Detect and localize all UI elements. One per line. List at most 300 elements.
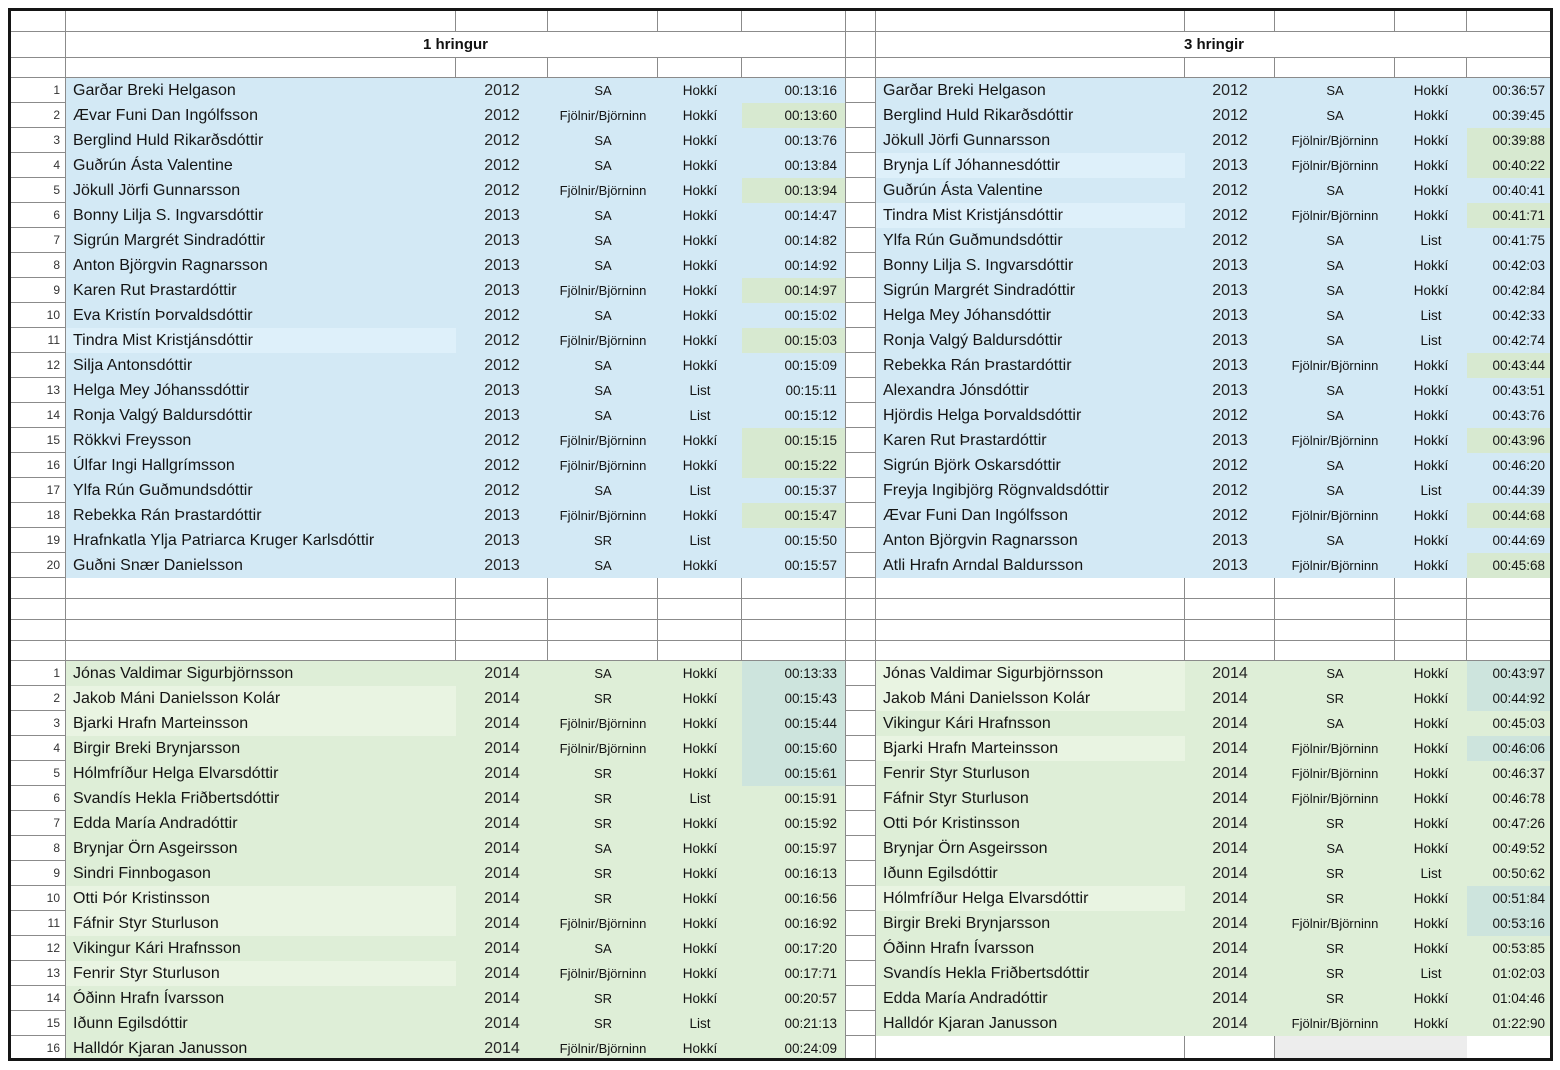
grid-cell[interactable] [846, 936, 876, 961]
grid-cell[interactable] [876, 1036, 1185, 1061]
athlete-name-cell[interactable]: Bjarki Hrafn Marteinsson [876, 736, 1185, 761]
time-cell[interactable]: 00:13:60 [742, 103, 845, 128]
birth-year-cell[interactable]: 2012 [456, 328, 548, 353]
athlete-name-cell[interactable]: Freyja Ingibjörg Rögnvaldsdóttir [876, 478, 1185, 503]
birth-year-cell[interactable]: 2014 [456, 786, 548, 811]
athlete-name-cell[interactable]: Otti Þór Kristinsson [66, 886, 456, 911]
grid-cell[interactable] [846, 453, 876, 478]
grid-cell[interactable] [846, 686, 876, 711]
time-cell[interactable]: 00:16:56 [742, 886, 845, 911]
athlete-name-cell[interactable]: Karen Rut Þrastardóttir [66, 278, 456, 303]
athlete-name-cell[interactable]: Rökkvi Freysson [66, 428, 456, 453]
category-cell[interactable]: Hokkí [658, 153, 742, 178]
athlete-name-cell[interactable]: Eva Kristín Þorvaldsdóttir [66, 303, 456, 328]
birth-year-cell[interactable]: 2012 [1185, 128, 1275, 153]
time-cell[interactable]: 00:15:09 [742, 353, 845, 378]
row-number-cell[interactable]: 16 [46, 1041, 60, 1055]
birth-year-cell[interactable]: 2012 [1185, 228, 1275, 253]
grid-cell[interactable] [846, 103, 876, 128]
athlete-name-cell[interactable]: Guðrún Ásta Valentine [876, 178, 1185, 203]
club-cell[interactable]: Fjölnir/Björninn [1275, 153, 1395, 178]
category-cell[interactable]: Hokkí [1395, 686, 1467, 711]
category-cell[interactable]: Hokkí [1395, 453, 1467, 478]
row-number-cell[interactable]: 4 [53, 741, 60, 755]
row-number-cell[interactable]: 1 [53, 666, 60, 680]
athlete-name-cell[interactable]: Hrafnkatla Ylja Patriarca Kruger Karlsdóttir [66, 528, 456, 553]
grid-cell[interactable] [1467, 641, 1553, 661]
club-cell[interactable]: SA [548, 228, 658, 253]
row-number-cell[interactable]: 2 [53, 108, 60, 122]
time-cell[interactable]: 00:13:94 [742, 178, 845, 203]
time-cell[interactable]: 00:40:41 [1467, 178, 1553, 203]
grid-cell[interactable] [846, 278, 876, 303]
row-number-cell[interactable]: 15 [46, 433, 60, 447]
shaded-empty-cell[interactable] [1275, 1036, 1467, 1061]
athlete-name-cell[interactable]: Hólmfríður Helga Elvarsdóttir [876, 886, 1185, 911]
athlete-name-cell[interactable]: Alexandra Jónsdóttir [876, 378, 1185, 403]
athlete-name-cell[interactable]: Óðinn Hrafn Ívarsson [876, 936, 1185, 961]
birth-year-cell[interactable]: 2014 [1185, 736, 1275, 761]
time-cell[interactable]: 00:39:45 [1467, 103, 1553, 128]
grid-cell[interactable] [658, 578, 742, 599]
club-cell[interactable]: Fjölnir/Björninn [548, 1036, 658, 1061]
grid-cell[interactable] [846, 620, 876, 641]
grid-cell[interactable] [1185, 1036, 1275, 1061]
club-cell[interactable]: SA [1275, 528, 1395, 553]
time-cell[interactable]: 00:40:22 [1467, 153, 1553, 178]
athlete-name-cell[interactable]: Guðni Snær Danielsson [66, 553, 456, 578]
grid-cell[interactable] [846, 911, 876, 936]
row-number-cell[interactable]: 8 [53, 258, 60, 272]
birth-year-cell[interactable]: 2014 [456, 861, 548, 886]
athlete-name-cell[interactable]: Jökull Jörfi Gunnarsson [876, 128, 1185, 153]
birth-year-cell[interactable]: 2014 [1185, 811, 1275, 836]
time-cell[interactable]: 00:42:74 [1467, 328, 1553, 353]
time-cell[interactable]: 00:14:92 [742, 253, 845, 278]
grid-cell[interactable] [1467, 620, 1553, 641]
category-cell[interactable]: List [658, 378, 742, 403]
grid-cell[interactable] [846, 528, 876, 553]
time-cell[interactable]: 00:43:96 [1467, 428, 1553, 453]
athlete-name-cell[interactable]: Helga Mey Jóhansdóttir [876, 303, 1185, 328]
time-cell[interactable]: 00:36:57 [1467, 78, 1553, 103]
athlete-name-cell[interactable]: Fáfnir Styr Sturluson [66, 911, 456, 936]
grid-cell[interactable] [846, 661, 876, 686]
grid-cell[interactable] [846, 428, 876, 453]
birth-year-cell[interactable]: 2013 [1185, 528, 1275, 553]
club-cell[interactable]: SA [548, 478, 658, 503]
category-cell[interactable]: Hokkí [1395, 553, 1467, 578]
grid-cell[interactable] [846, 861, 876, 886]
athlete-name-cell[interactable]: Sigrún Margrét Sindradóttir [876, 278, 1185, 303]
time-cell[interactable]: 00:20:57 [742, 986, 845, 1011]
birth-year-cell[interactable]: 2014 [456, 736, 548, 761]
club-cell[interactable]: SA [548, 128, 658, 153]
birth-year-cell[interactable]: 2012 [1185, 478, 1275, 503]
birth-year-cell[interactable]: 2012 [1185, 78, 1275, 103]
athlete-name-cell[interactable]: Birgir Breki Brynjarsson [876, 911, 1185, 936]
category-cell[interactable]: Hokkí [658, 303, 742, 328]
time-cell[interactable]: 00:47:26 [1467, 811, 1553, 836]
athlete-name-cell[interactable]: Ronja Valgý Baldursdóttir [66, 403, 456, 428]
time-cell[interactable]: 00:15:12 [742, 403, 845, 428]
athlete-name-cell[interactable]: Svandís Hekla Friðbertsdóttir [66, 786, 456, 811]
time-cell[interactable]: 00:15:50 [742, 528, 845, 553]
birth-year-cell[interactable]: 2013 [1185, 253, 1275, 278]
birth-year-cell[interactable]: 2012 [1185, 453, 1275, 478]
row-number-cell[interactable]: 5 [53, 183, 60, 197]
birth-year-cell[interactable]: 2014 [1185, 836, 1275, 861]
grid-cell[interactable] [1185, 578, 1275, 599]
grid-cell[interactable] [846, 986, 876, 1011]
grid-cell[interactable] [548, 599, 658, 620]
section-header-1-hringur[interactable] [66, 32, 846, 58]
grid-cell[interactable] [1185, 8, 1275, 32]
grid-cell[interactable] [846, 886, 876, 911]
category-cell[interactable]: List [1395, 303, 1467, 328]
athlete-name-cell[interactable]: Jakob Máni Danielsson Kolár [66, 686, 456, 711]
athlete-name-cell[interactable]: Edda María Andradóttir [876, 986, 1185, 1011]
club-cell[interactable]: SR [548, 786, 658, 811]
category-cell[interactable]: Hokkí [1395, 78, 1467, 103]
grid-cell[interactable] [548, 8, 658, 32]
row-number-cell[interactable]: 11 [47, 333, 60, 347]
club-cell[interactable]: Fjölnir/Björninn [548, 453, 658, 478]
birth-year-cell[interactable]: 2012 [456, 353, 548, 378]
birth-year-cell[interactable]: 2013 [1185, 328, 1275, 353]
category-cell[interactable]: Hokkí [1395, 253, 1467, 278]
athlete-name-cell[interactable]: Birgir Breki Brynjarsson [66, 736, 456, 761]
grid-cell[interactable] [846, 786, 876, 811]
category-cell[interactable]: Hokkí [658, 203, 742, 228]
category-cell[interactable]: Hokkí [658, 761, 742, 786]
grid-cell[interactable] [1275, 641, 1395, 661]
time-cell[interactable]: 00:15:57 [742, 553, 845, 578]
athlete-name-cell[interactable]: Sigrún Björk Oskarsdóttir [876, 453, 1185, 478]
grid-cell[interactable] [66, 58, 456, 78]
time-cell[interactable]: 00:51:84 [1467, 886, 1553, 911]
athlete-name-cell[interactable]: Vikingur Kári Hrafnsson [876, 711, 1185, 736]
birth-year-cell[interactable]: 2014 [1185, 1011, 1275, 1036]
birth-year-cell[interactable]: 2014 [456, 1011, 548, 1036]
category-cell[interactable]: Hokkí [658, 711, 742, 736]
club-cell[interactable]: SA [1275, 661, 1395, 686]
row-number-cell[interactable]: 6 [53, 791, 60, 805]
row-number-cell[interactable]: 12 [46, 358, 60, 372]
grid-cell[interactable] [846, 32, 876, 58]
birth-year-cell[interactable]: 2012 [456, 303, 548, 328]
club-cell[interactable]: SA [1275, 178, 1395, 203]
category-cell[interactable]: List [1395, 861, 1467, 886]
time-cell[interactable]: 01:04:46 [1467, 986, 1553, 1011]
row-number-cell[interactable]: 3 [53, 133, 60, 147]
grid-cell[interactable] [742, 599, 846, 620]
grid-cell[interactable] [1395, 58, 1467, 78]
category-cell[interactable]: Hokkí [658, 861, 742, 886]
row-number-cell[interactable]: 7 [53, 816, 60, 830]
athlete-name-cell[interactable]: Úlfar Ingi Hallgrímsson [66, 453, 456, 478]
row-number-cell[interactable]: 13 [46, 383, 60, 397]
grid-cell[interactable] [876, 599, 1185, 620]
time-cell[interactable]: 00:13:84 [742, 153, 845, 178]
grid-cell[interactable] [846, 641, 876, 661]
grid-cell[interactable] [846, 503, 876, 528]
athlete-name-cell[interactable]: Sindri Finnbogason [66, 861, 456, 886]
birth-year-cell[interactable]: 2012 [1185, 103, 1275, 128]
club-cell[interactable]: SR [548, 861, 658, 886]
category-cell[interactable]: Hokkí [1395, 986, 1467, 1011]
athlete-name-cell[interactable]: Otti Þór Kristinsson [876, 811, 1185, 836]
grid-cell[interactable] [846, 811, 876, 836]
club-cell[interactable]: Fjölnir/Björninn [548, 428, 658, 453]
time-cell[interactable]: 00:15:02 [742, 303, 845, 328]
time-cell[interactable]: 00:15:15 [742, 428, 845, 453]
time-cell[interactable]: 00:45:68 [1467, 553, 1553, 578]
category-cell[interactable]: List [1395, 478, 1467, 503]
club-cell[interactable]: SR [548, 886, 658, 911]
time-cell[interactable]: 00:43:51 [1467, 378, 1553, 403]
grid-cell[interactable] [846, 353, 876, 378]
birth-year-cell[interactable]: 2013 [1185, 303, 1275, 328]
row-number-cell[interactable]: 15 [46, 1016, 60, 1030]
grid-cell[interactable] [846, 178, 876, 203]
birth-year-cell[interactable]: 2013 [456, 503, 548, 528]
club-cell[interactable]: Fjölnir/Björninn [548, 328, 658, 353]
birth-year-cell[interactable]: 2013 [456, 553, 548, 578]
athlete-name-cell[interactable]: Karen Rut Þrastardóttir [876, 428, 1185, 453]
time-cell[interactable]: 00:15:61 [742, 761, 845, 786]
grid-cell[interactable] [742, 620, 846, 641]
time-cell[interactable]: 00:15:92 [742, 811, 845, 836]
grid-cell[interactable] [876, 58, 1185, 78]
category-cell[interactable]: Hokkí [658, 353, 742, 378]
birth-year-cell[interactable]: 2014 [1185, 961, 1275, 986]
club-cell[interactable]: SA [548, 353, 658, 378]
athlete-name-cell[interactable]: Fáfnir Styr Sturluson [876, 786, 1185, 811]
category-cell[interactable]: Hokkí [1395, 203, 1467, 228]
athlete-name-cell[interactable]: Tindra Mist Kristjánsdóttir [66, 328, 456, 353]
grid-cell[interactable] [1185, 620, 1275, 641]
grid-cell[interactable] [846, 128, 876, 153]
grid-cell[interactable] [846, 478, 876, 503]
grid-cell[interactable] [846, 203, 876, 228]
club-cell[interactable]: SA [548, 661, 658, 686]
birth-year-cell[interactable]: 2013 [456, 228, 548, 253]
time-cell[interactable]: 00:42:84 [1467, 278, 1553, 303]
athlete-name-cell[interactable]: Jökull Jörfi Gunnarsson [66, 178, 456, 203]
grid-cell[interactable] [846, 303, 876, 328]
grid-cell[interactable] [8, 620, 66, 641]
category-cell[interactable]: Hokkí [658, 278, 742, 303]
time-cell[interactable]: 01:22:90 [1467, 1011, 1553, 1036]
time-cell[interactable]: 00:43:44 [1467, 353, 1553, 378]
club-cell[interactable]: SA [1275, 836, 1395, 861]
category-cell[interactable]: Hokkí [658, 453, 742, 478]
birth-year-cell[interactable]: 2013 [1185, 378, 1275, 403]
birth-year-cell[interactable]: 2013 [456, 253, 548, 278]
grid-cell[interactable] [66, 599, 456, 620]
birth-year-cell[interactable]: 2013 [1185, 153, 1275, 178]
birth-year-cell[interactable]: 2013 [456, 378, 548, 403]
birth-year-cell[interactable]: 2013 [456, 278, 548, 303]
athlete-name-cell[interactable]: Bjarki Hrafn Marteinsson [66, 711, 456, 736]
time-cell[interactable]: 00:39:88 [1467, 128, 1553, 153]
time-cell[interactable]: 00:15:03 [742, 328, 845, 353]
birth-year-cell[interactable]: 2012 [1185, 403, 1275, 428]
athlete-name-cell[interactable]: Ronja Valgý Baldursdóttir [876, 328, 1185, 353]
row-number-cell[interactable]: 16 [46, 458, 60, 472]
grid-cell[interactable] [846, 599, 876, 620]
club-cell[interactable]: Fjölnir/Björninn [1275, 428, 1395, 453]
category-cell[interactable]: Hokkí [658, 1036, 742, 1061]
club-cell[interactable]: SA [548, 153, 658, 178]
athlete-name-cell[interactable]: Jakob Máni Danielsson Kolár [876, 686, 1185, 711]
athlete-name-cell[interactable]: Halldór Kjaran Janusson [66, 1036, 456, 1061]
athlete-name-cell[interactable]: Helga Mey Jóhanssdóttir [66, 378, 456, 403]
time-cell[interactable]: 00:13:16 [742, 78, 845, 103]
row-number-cell[interactable]: 13 [46, 966, 60, 980]
birth-year-cell[interactable]: 2013 [456, 203, 548, 228]
grid-cell[interactable] [66, 620, 456, 641]
category-cell[interactable]: Hokkí [1395, 911, 1467, 936]
grid-cell[interactable] [1185, 599, 1275, 620]
row-number-cell[interactable]: 4 [53, 158, 60, 172]
grid-cell[interactable] [846, 8, 876, 32]
athlete-name-cell[interactable]: Svandís Hekla Friðbertsdóttir [876, 961, 1185, 986]
time-cell[interactable]: 00:15:44 [742, 711, 845, 736]
time-cell[interactable]: 00:15:97 [742, 836, 845, 861]
row-number-cell[interactable]: 12 [46, 941, 60, 955]
time-cell[interactable]: 00:46:06 [1467, 736, 1553, 761]
grid-cell[interactable] [846, 403, 876, 428]
grid-cell[interactable] [1395, 8, 1467, 32]
grid-cell[interactable] [658, 599, 742, 620]
athlete-name-cell[interactable]: Óðinn Hrafn Ívarsson [66, 986, 456, 1011]
category-cell[interactable]: Hokkí [658, 178, 742, 203]
grid-cell[interactable] [8, 578, 66, 599]
club-cell[interactable]: Fjölnir/Björninn [1275, 736, 1395, 761]
time-cell[interactable]: 00:44:69 [1467, 528, 1553, 553]
club-cell[interactable]: SR [1275, 686, 1395, 711]
birth-year-cell[interactable]: 2014 [1185, 936, 1275, 961]
time-cell[interactable]: 00:53:16 [1467, 911, 1553, 936]
club-cell[interactable]: SA [1275, 378, 1395, 403]
row-number-cell[interactable]: 14 [46, 408, 60, 422]
category-cell[interactable]: Hokkí [1395, 128, 1467, 153]
grid-cell[interactable] [8, 8, 66, 32]
grid-cell[interactable] [456, 578, 548, 599]
row-number-cell[interactable]: 17 [46, 483, 60, 497]
grid-cell[interactable] [846, 553, 876, 578]
birth-year-cell[interactable]: 2014 [1185, 686, 1275, 711]
category-cell[interactable]: Hokkí [658, 78, 742, 103]
grid-cell[interactable] [456, 641, 548, 661]
birth-year-cell[interactable]: 2014 [1185, 711, 1275, 736]
grid-cell[interactable] [456, 8, 548, 32]
grid-cell[interactable] [1275, 599, 1395, 620]
time-cell[interactable]: 00:41:75 [1467, 228, 1553, 253]
category-cell[interactable]: Hokkí [1395, 1011, 1467, 1036]
row-number-cell[interactable]: 7 [53, 233, 60, 247]
athlete-name-cell[interactable]: Edda María Andradóttir [66, 811, 456, 836]
birth-year-cell[interactable]: 2014 [456, 811, 548, 836]
grid-cell[interactable] [1185, 641, 1275, 661]
athlete-name-cell[interactable]: Hjördis Helga Þorvaldsdóttir [876, 403, 1185, 428]
category-cell[interactable]: Hokkí [1395, 836, 1467, 861]
time-cell[interactable]: 00:42:03 [1467, 253, 1553, 278]
athlete-name-cell[interactable]: Vikingur Kári Hrafnsson [66, 936, 456, 961]
grid-cell[interactable] [846, 711, 876, 736]
athlete-name-cell[interactable]: Brynjar Örn Asgeirsson [66, 836, 456, 861]
club-cell[interactable]: Fjölnir/Björninn [548, 961, 658, 986]
category-cell[interactable]: List [1395, 228, 1467, 253]
club-cell[interactable]: SA [548, 836, 658, 861]
club-cell[interactable]: Fjölnir/Björninn [1275, 353, 1395, 378]
category-cell[interactable]: Hokkí [1395, 528, 1467, 553]
category-cell[interactable]: List [658, 528, 742, 553]
club-cell[interactable]: SR [548, 686, 658, 711]
grid-cell[interactable] [456, 620, 548, 641]
birth-year-cell[interactable]: 2014 [456, 961, 548, 986]
athlete-name-cell[interactable]: Sigrún Margrét Sindradóttir [66, 228, 456, 253]
grid-cell[interactable] [548, 620, 658, 641]
grid-cell[interactable] [876, 620, 1185, 641]
grid-cell[interactable] [8, 599, 66, 620]
birth-year-cell[interactable]: 2014 [1185, 886, 1275, 911]
grid-cell[interactable] [846, 1036, 876, 1061]
athlete-name-cell[interactable]: Ævar Funi Dan Ingólfsson [66, 103, 456, 128]
category-cell[interactable]: Hokkí [1395, 736, 1467, 761]
grid-cell[interactable] [66, 641, 456, 661]
grid-cell[interactable] [456, 599, 548, 620]
time-cell[interactable]: 00:14:47 [742, 203, 845, 228]
row-number-cell[interactable]: 2 [53, 691, 60, 705]
club-cell[interactable]: Fjölnir/Björninn [548, 103, 658, 128]
birth-year-cell[interactable]: 2012 [456, 428, 548, 453]
athlete-name-cell[interactable]: Bonny Lilja S. Ingvarsdóttir [876, 253, 1185, 278]
category-cell[interactable]: Hokkí [658, 103, 742, 128]
time-cell[interactable]: 00:45:03 [1467, 711, 1553, 736]
birth-year-cell[interactable]: 2012 [456, 178, 548, 203]
athlete-name-cell[interactable]: Garðar Breki Helgason [876, 78, 1185, 103]
grid-cell[interactable] [742, 578, 846, 599]
athlete-name-cell[interactable]: Berglind Huld Rikarðsdóttir [876, 103, 1185, 128]
athlete-name-cell[interactable]: Anton Björgvin Ragnarsson [66, 253, 456, 278]
club-cell[interactable]: SA [548, 203, 658, 228]
category-cell[interactable]: Hokkí [1395, 886, 1467, 911]
club-cell[interactable]: SR [548, 761, 658, 786]
athlete-name-cell[interactable]: Hólmfríður Helga Elvarsdóttir [66, 761, 456, 786]
category-cell[interactable]: Hokkí [658, 911, 742, 936]
grid-cell[interactable] [846, 328, 876, 353]
time-cell[interactable]: 00:43:76 [1467, 403, 1553, 428]
club-cell[interactable]: Fjölnir/Björninn [548, 503, 658, 528]
grid-cell[interactable] [1275, 58, 1395, 78]
time-cell[interactable]: 00:15:37 [742, 478, 845, 503]
grid-cell[interactable] [66, 578, 456, 599]
athlete-name-cell[interactable]: Brynja Líf Jóhannesdóttir [876, 153, 1185, 178]
birth-year-cell[interactable]: 2014 [456, 761, 548, 786]
time-cell[interactable]: 00:49:52 [1467, 836, 1553, 861]
category-cell[interactable]: Hokkí [1395, 936, 1467, 961]
club-cell[interactable]: SA [548, 78, 658, 103]
time-cell[interactable]: 00:44:68 [1467, 503, 1553, 528]
birth-year-cell[interactable]: 2012 [1185, 203, 1275, 228]
time-cell[interactable]: 00:15:11 [742, 378, 845, 403]
category-cell[interactable]: Hokkí [1395, 786, 1467, 811]
athlete-name-cell[interactable]: Anton Björgvin Ragnarsson [876, 528, 1185, 553]
grid-cell[interactable] [846, 78, 876, 103]
